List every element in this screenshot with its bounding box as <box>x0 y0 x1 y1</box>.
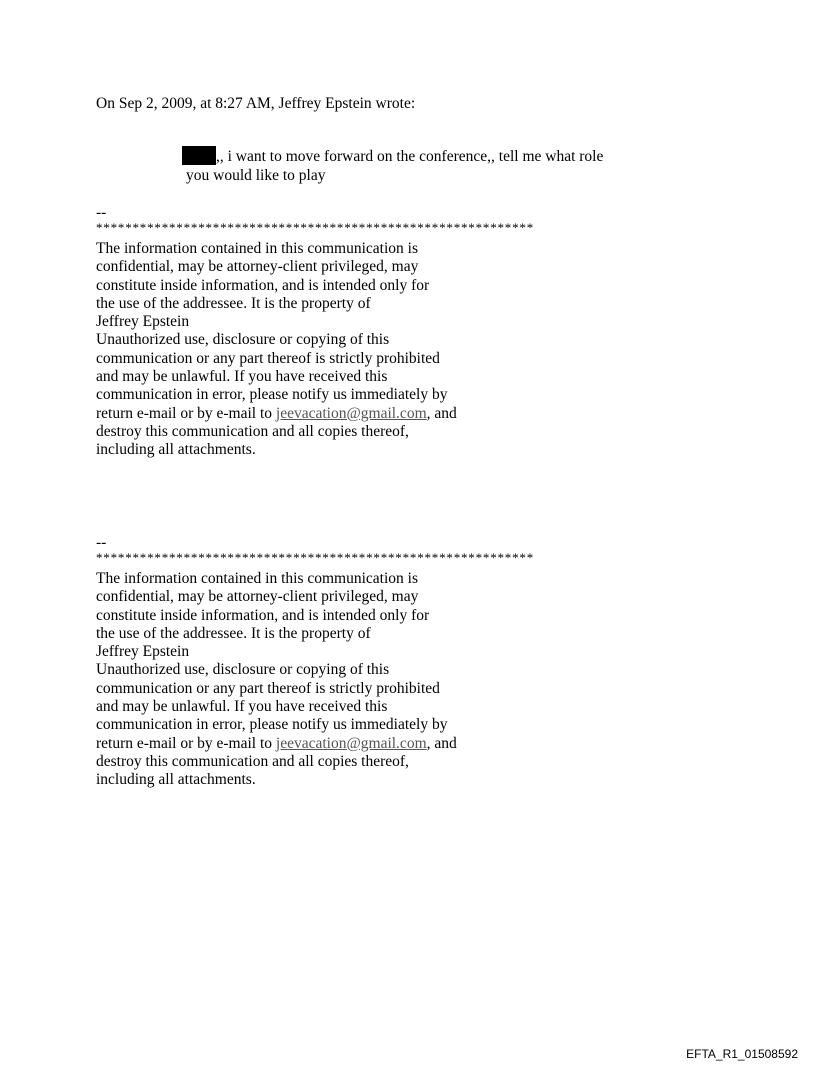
star-divider: ************************************************************ <box>96 220 534 235</box>
quoted-line-1-text: ,, i want to move forward on the conference,, tell me what role <box>216 148 604 165</box>
email-suffix: , and <box>426 734 457 752</box>
disclaimer-line: the use of the addressee. It is the property of <box>96 624 371 642</box>
disclaimer-email-line <box>96 735 616 753</box>
email-link[interactable]: jeevacation@gmail.com <box>275 734 427 752</box>
email-link[interactable]: jeevacation@gmail.com <box>275 404 427 422</box>
disclaimer-line: Unauthorized use, disclosure or copying of this <box>96 661 390 679</box>
disclaimer-line: including all attachments. <box>96 441 256 459</box>
disclaimer-line: communication in error, please notify us immediately by <box>96 386 448 404</box>
disclaimer-line: The information contained in this communication is <box>96 240 418 257</box>
disclaimer-line: communication or any part thereof is strictly prohibited <box>96 349 440 367</box>
disclaimer-line: Jeffrey Epstein <box>96 643 190 661</box>
star-divider: ************************************************************ <box>96 550 534 565</box>
confidentiality-footer <box>96 536 616 790</box>
disclaimer-line: The information contained in this communication is <box>96 570 418 587</box>
redaction-box <box>182 146 216 165</box>
disclaimer-line: including all attachments. <box>96 771 256 789</box>
disclaimer-line: and may be unlawful. If you have received this <box>96 368 388 386</box>
disclaimer-line: constitute inside information, and is intended only for <box>96 276 430 294</box>
disclaimer-line: confidential, may be attorney-client privileged, may <box>96 588 419 606</box>
quoted-message <box>186 146 656 185</box>
quoted-line-2: you would like to play <box>186 167 326 184</box>
signature-dashes: -- <box>96 534 107 551</box>
email-header-line: On Sep 2, 2009, at 8:27 AM, Jeffrey Epstein wrote: <box>96 95 416 112</box>
confidentiality-footer <box>96 206 616 460</box>
disclaimer-email-line <box>96 405 616 423</box>
quoted-line-1 <box>186 146 656 166</box>
disclaimer-line: the use of the addressee. It is the property of <box>96 294 371 312</box>
disclaimer-line: constitute inside information, and is intended only for <box>96 606 430 624</box>
disclaimer-line: Unauthorized use, disclosure or copying of this <box>96 331 390 349</box>
email-prefix: return e-mail or by e-mail to <box>96 734 276 752</box>
disclaimer-line: destroy this communication and all copies thereof, <box>96 752 409 770</box>
disclaimer-line: Jeffrey Epstein <box>96 313 190 331</box>
email-suffix: , and <box>426 404 457 422</box>
document-id: EFTA_R1_01508592 <box>686 1047 798 1061</box>
email-prefix: return e-mail or by e-mail to <box>96 404 276 422</box>
signature-dashes: -- <box>96 204 107 221</box>
disclaimer-line: communication or any part thereof is strictly prohibited <box>96 679 440 697</box>
disclaimer-line: confidential, may be attorney-client privileged, may <box>96 258 419 276</box>
disclaimer-line: destroy this communication and all copies thereof, <box>96 422 409 440</box>
disclaimer-line: communication in error, please notify us immediately by <box>96 716 448 734</box>
disclaimer-line: and may be unlawful. If you have received this <box>96 698 388 716</box>
